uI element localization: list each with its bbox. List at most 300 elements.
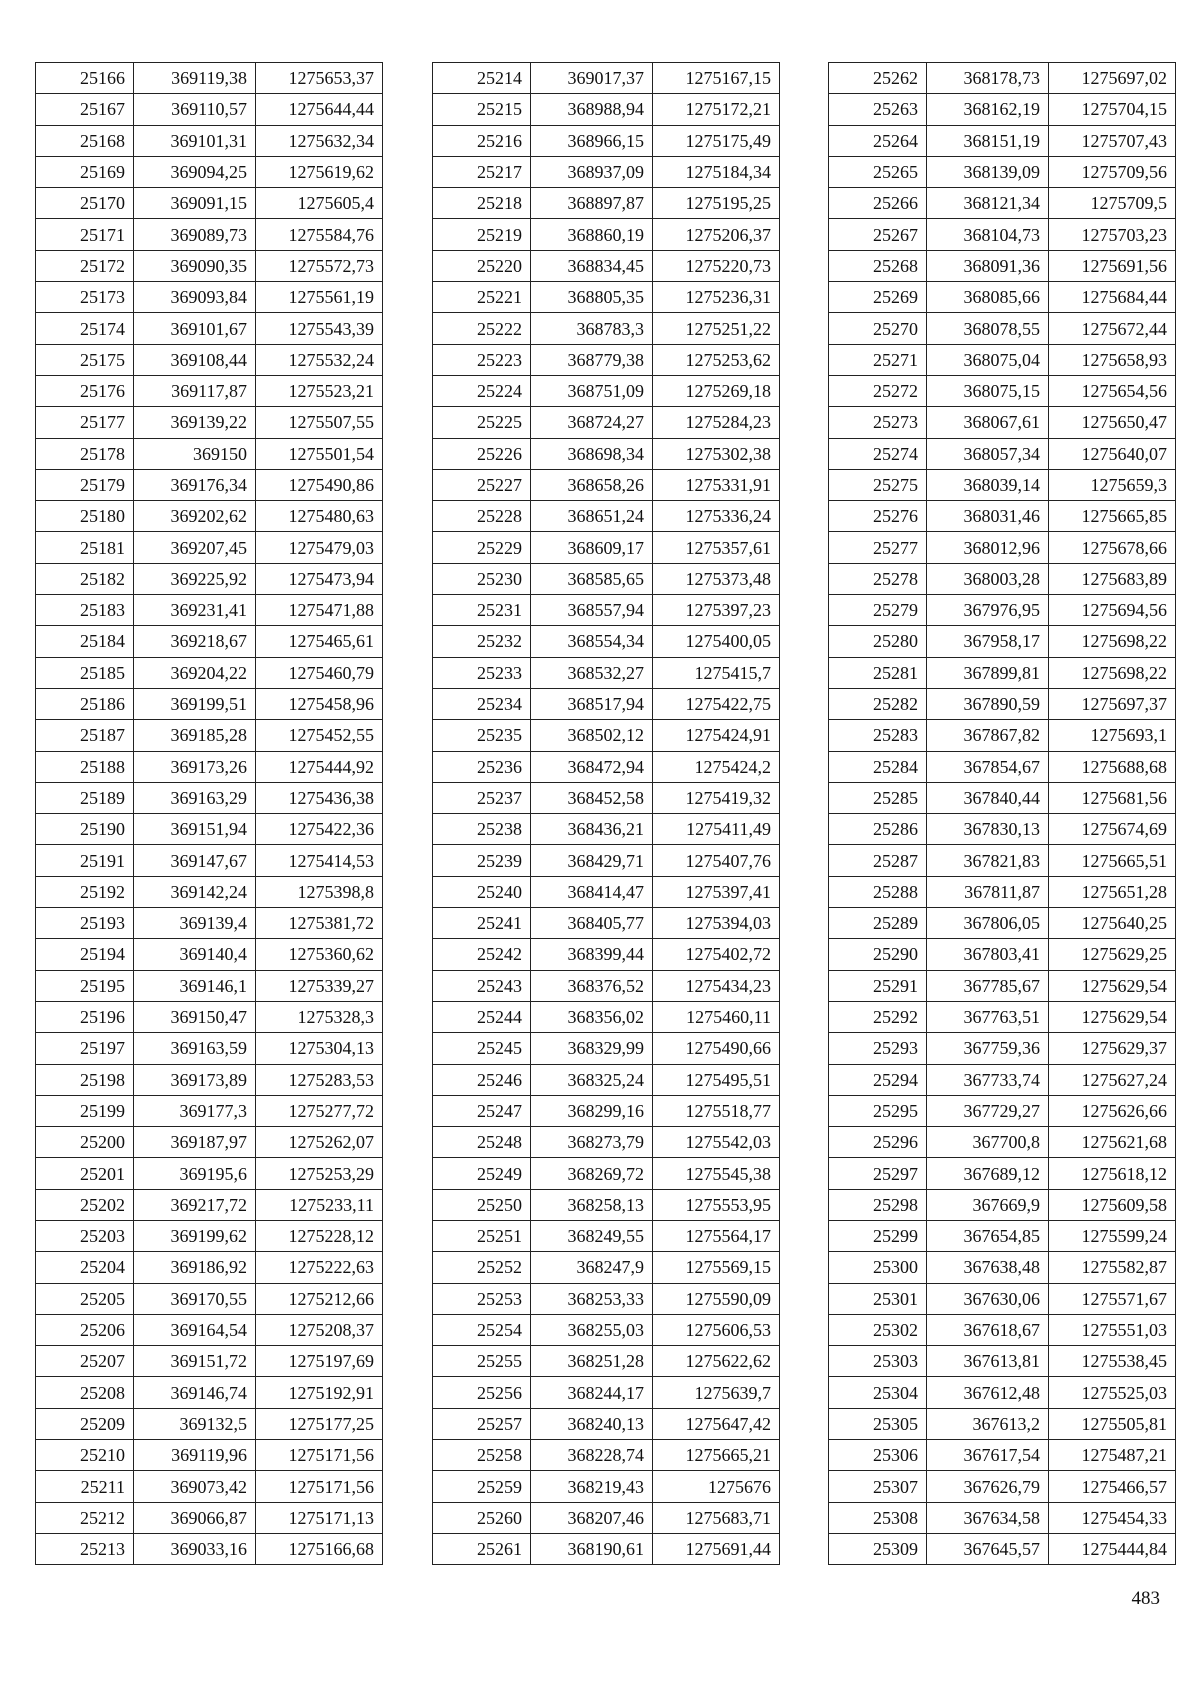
table-row xyxy=(36,688,383,719)
point-number-cell: 25205 xyxy=(36,1283,134,1314)
x-coordinate-cell: 369117,87 xyxy=(134,375,256,406)
point-number-cell: 25172 xyxy=(36,250,134,281)
point-number-cell: 25195 xyxy=(36,970,134,1001)
point-number-cell: 25184 xyxy=(36,626,134,657)
point-number-cell: 25223 xyxy=(433,344,531,375)
y-coordinate-cell: 1275422,36 xyxy=(256,814,383,845)
y-coordinate-cell: 1275639,7 xyxy=(653,1377,780,1408)
y-coordinate-cell: 1275582,87 xyxy=(1049,1252,1176,1283)
point-number-cell: 25302 xyxy=(829,1314,927,1345)
table-row xyxy=(829,313,1176,344)
table-row xyxy=(433,313,780,344)
x-coordinate-cell: 369202,62 xyxy=(134,501,256,532)
y-coordinate-cell: 1275622,62 xyxy=(653,1346,780,1377)
table-row xyxy=(829,1440,1176,1471)
table-row xyxy=(36,657,383,688)
point-number-cell: 25261 xyxy=(433,1533,531,1564)
x-coordinate-cell: 368075,15 xyxy=(927,375,1049,406)
table-row xyxy=(36,1189,383,1220)
point-number-cell: 25308 xyxy=(829,1502,927,1533)
point-number-cell: 25171 xyxy=(36,219,134,250)
y-coordinate-cell: 1275564,17 xyxy=(653,1220,780,1251)
table-row xyxy=(36,782,383,813)
y-coordinate-cell: 1275590,09 xyxy=(653,1283,780,1314)
point-number-cell: 25241 xyxy=(433,908,531,939)
x-coordinate-cell: 369151,94 xyxy=(134,814,256,845)
x-coordinate-cell: 367638,48 xyxy=(927,1252,1049,1283)
point-number-cell: 25287 xyxy=(829,845,927,876)
table-row xyxy=(433,1408,780,1439)
y-coordinate-cell: 1275704,15 xyxy=(1049,94,1176,125)
point-number-cell: 25277 xyxy=(829,532,927,563)
x-coordinate-cell: 367759,36 xyxy=(927,1033,1049,1064)
table-row xyxy=(829,532,1176,563)
point-number-cell: 25276 xyxy=(829,501,927,532)
x-coordinate-cell: 368251,28 xyxy=(531,1346,653,1377)
y-coordinate-cell: 1275228,12 xyxy=(256,1220,383,1251)
table-row xyxy=(829,125,1176,156)
x-coordinate-cell: 368067,61 xyxy=(927,407,1049,438)
table-row xyxy=(829,1127,1176,1158)
y-coordinate-cell: 1275208,37 xyxy=(256,1314,383,1345)
table-row xyxy=(36,1440,383,1471)
y-coordinate-cell: 1275253,62 xyxy=(653,344,780,375)
table-row xyxy=(36,908,383,939)
point-number-cell: 25212 xyxy=(36,1502,134,1533)
point-number-cell: 25176 xyxy=(36,375,134,406)
x-coordinate-cell: 368651,24 xyxy=(531,501,653,532)
x-coordinate-cell: 369101,67 xyxy=(134,313,256,344)
table-row xyxy=(433,125,780,156)
table-row xyxy=(433,1314,780,1345)
point-number-cell: 25233 xyxy=(433,657,531,688)
point-number-cell: 25236 xyxy=(433,751,531,782)
table-row xyxy=(829,63,1176,94)
y-coordinate-cell: 1275328,3 xyxy=(256,1001,383,1032)
y-coordinate-cell: 1275373,48 xyxy=(653,563,780,594)
y-coordinate-cell: 1275166,68 xyxy=(256,1533,383,1564)
y-coordinate-cell: 1275171,56 xyxy=(256,1471,383,1502)
y-coordinate-cell: 1275381,72 xyxy=(256,908,383,939)
point-number-cell: 25238 xyxy=(433,814,531,845)
y-coordinate-cell: 1275629,25 xyxy=(1049,939,1176,970)
x-coordinate-cell: 369225,92 xyxy=(134,563,256,594)
x-coordinate-cell: 368472,94 xyxy=(531,751,653,782)
x-coordinate-cell: 368273,79 xyxy=(531,1127,653,1158)
x-coordinate-cell: 367626,79 xyxy=(927,1471,1049,1502)
y-coordinate-cell: 1275698,22 xyxy=(1049,657,1176,688)
y-coordinate-cell: 1275599,24 xyxy=(1049,1220,1176,1251)
table-row xyxy=(829,751,1176,782)
y-coordinate-cell: 1275525,03 xyxy=(1049,1377,1176,1408)
table-row xyxy=(433,1377,780,1408)
table-row xyxy=(36,1252,383,1283)
point-number-cell: 25218 xyxy=(433,188,531,219)
x-coordinate-cell: 369110,57 xyxy=(134,94,256,125)
y-coordinate-cell: 1275654,56 xyxy=(1049,375,1176,406)
point-number-cell: 25274 xyxy=(829,438,927,469)
point-number-cell: 25177 xyxy=(36,407,134,438)
point-number-cell: 25248 xyxy=(433,1127,531,1158)
table-body xyxy=(433,63,780,1565)
y-coordinate-cell: 1275424,91 xyxy=(653,720,780,751)
point-number-cell: 25175 xyxy=(36,344,134,375)
table-row xyxy=(433,626,780,657)
point-number-cell: 25286 xyxy=(829,814,927,845)
y-coordinate-cell: 1275407,76 xyxy=(653,845,780,876)
y-coordinate-cell: 1275479,03 xyxy=(256,532,383,563)
x-coordinate-cell: 368554,34 xyxy=(531,626,653,657)
point-number-cell: 25259 xyxy=(433,1471,531,1502)
point-number-cell: 25257 xyxy=(433,1408,531,1439)
point-number-cell: 25272 xyxy=(829,375,927,406)
table-row xyxy=(829,407,1176,438)
point-number-cell: 25278 xyxy=(829,563,927,594)
y-coordinate-cell: 1275507,55 xyxy=(256,407,383,438)
y-coordinate-cell: 1275501,54 xyxy=(256,438,383,469)
point-number-cell: 25198 xyxy=(36,1064,134,1095)
table-row xyxy=(433,845,780,876)
table-row xyxy=(829,1408,1176,1439)
y-coordinate-cell: 1275184,34 xyxy=(653,156,780,187)
table-row xyxy=(829,1033,1176,1064)
table-row xyxy=(36,1158,383,1189)
x-coordinate-cell: 368783,3 xyxy=(531,313,653,344)
y-coordinate-cell: 1275487,21 xyxy=(1049,1440,1176,1471)
table-row xyxy=(36,375,383,406)
y-coordinate-cell: 1275177,25 xyxy=(256,1408,383,1439)
y-coordinate-cell: 1275605,4 xyxy=(256,188,383,219)
x-coordinate-cell: 368219,43 xyxy=(531,1471,653,1502)
table-row xyxy=(433,1189,780,1220)
x-coordinate-cell: 369066,87 xyxy=(134,1502,256,1533)
x-coordinate-cell: 367867,82 xyxy=(927,720,1049,751)
coordinate-table-1 xyxy=(35,62,383,1565)
point-number-cell: 25271 xyxy=(829,344,927,375)
table-row xyxy=(829,438,1176,469)
y-coordinate-cell: 1275619,62 xyxy=(256,156,383,187)
y-coordinate-cell: 1275640,07 xyxy=(1049,438,1176,469)
point-number-cell: 25169 xyxy=(36,156,134,187)
table-row xyxy=(433,94,780,125)
x-coordinate-cell: 368139,09 xyxy=(927,156,1049,187)
coordinate-table-2 xyxy=(432,62,780,1565)
point-number-cell: 25293 xyxy=(829,1033,927,1064)
x-coordinate-cell: 369132,5 xyxy=(134,1408,256,1439)
x-coordinate-cell: 368228,74 xyxy=(531,1440,653,1471)
y-coordinate-cell: 1275452,55 xyxy=(256,720,383,751)
x-coordinate-cell: 368012,96 xyxy=(927,532,1049,563)
y-coordinate-cell: 1275665,85 xyxy=(1049,501,1176,532)
y-coordinate-cell: 1275195,25 xyxy=(653,188,780,219)
table-row xyxy=(36,407,383,438)
x-coordinate-cell: 367669,9 xyxy=(927,1189,1049,1220)
table-row xyxy=(829,908,1176,939)
y-coordinate-cell: 1275571,67 xyxy=(1049,1283,1176,1314)
table-row xyxy=(433,1064,780,1095)
y-coordinate-cell: 1275402,72 xyxy=(653,939,780,970)
x-coordinate-cell: 368075,04 xyxy=(927,344,1049,375)
coordinate-table-3 xyxy=(828,62,1176,1565)
x-coordinate-cell: 368937,09 xyxy=(531,156,653,187)
table-row xyxy=(829,1189,1176,1220)
y-coordinate-cell: 1275518,77 xyxy=(653,1095,780,1126)
point-number-cell: 25222 xyxy=(433,313,531,344)
y-coordinate-cell: 1275444,92 xyxy=(256,751,383,782)
y-coordinate-cell: 1275284,23 xyxy=(653,407,780,438)
table-row xyxy=(433,1346,780,1377)
table-row xyxy=(829,876,1176,907)
table-row xyxy=(433,375,780,406)
page-number: 483 xyxy=(1131,1588,1160,1609)
table-row xyxy=(829,939,1176,970)
table-row xyxy=(36,250,383,281)
table-row xyxy=(36,438,383,469)
x-coordinate-cell: 369119,96 xyxy=(134,1440,256,1471)
y-coordinate-cell: 1275691,44 xyxy=(653,1533,780,1564)
point-number-cell: 25166 xyxy=(36,63,134,94)
y-coordinate-cell: 1275629,37 xyxy=(1049,1033,1176,1064)
point-number-cell: 25237 xyxy=(433,782,531,813)
point-number-cell: 25180 xyxy=(36,501,134,532)
x-coordinate-cell: 368151,19 xyxy=(927,125,1049,156)
table-row xyxy=(829,845,1176,876)
table-row xyxy=(829,94,1176,125)
table-row xyxy=(36,845,383,876)
x-coordinate-cell: 369101,31 xyxy=(134,125,256,156)
point-number-cell: 25242 xyxy=(433,939,531,970)
x-coordinate-cell: 369163,29 xyxy=(134,782,256,813)
point-number-cell: 25294 xyxy=(829,1064,927,1095)
table-row xyxy=(36,156,383,187)
x-coordinate-cell: 367617,54 xyxy=(927,1440,1049,1471)
y-coordinate-cell: 1275629,54 xyxy=(1049,970,1176,1001)
point-number-cell: 25309 xyxy=(829,1533,927,1564)
x-coordinate-cell: 369185,28 xyxy=(134,720,256,751)
y-coordinate-cell: 1275436,38 xyxy=(256,782,383,813)
x-coordinate-cell: 369139,4 xyxy=(134,908,256,939)
y-coordinate-cell: 1275632,34 xyxy=(256,125,383,156)
y-coordinate-cell: 1275653,37 xyxy=(256,63,383,94)
point-number-cell: 25173 xyxy=(36,282,134,313)
y-coordinate-cell: 1275618,12 xyxy=(1049,1158,1176,1189)
table-row xyxy=(829,250,1176,281)
y-coordinate-cell: 1275572,73 xyxy=(256,250,383,281)
point-number-cell: 25247 xyxy=(433,1095,531,1126)
x-coordinate-cell: 368517,94 xyxy=(531,688,653,719)
x-coordinate-cell: 368966,15 xyxy=(531,125,653,156)
table-row xyxy=(829,188,1176,219)
y-coordinate-cell: 1275553,95 xyxy=(653,1189,780,1220)
point-number-cell: 25250 xyxy=(433,1189,531,1220)
point-number-cell: 25263 xyxy=(829,94,927,125)
y-coordinate-cell: 1275707,43 xyxy=(1049,125,1176,156)
x-coordinate-cell: 369147,67 xyxy=(134,845,256,876)
table-row xyxy=(433,720,780,751)
x-coordinate-cell: 369094,25 xyxy=(134,156,256,187)
x-coordinate-cell: 368247,9 xyxy=(531,1252,653,1283)
point-number-cell: 25183 xyxy=(36,595,134,626)
y-coordinate-cell: 1275460,11 xyxy=(653,1001,780,1032)
y-coordinate-cell: 1275569,15 xyxy=(653,1252,780,1283)
y-coordinate-cell: 1275627,24 xyxy=(1049,1064,1176,1095)
y-coordinate-cell: 1275678,66 xyxy=(1049,532,1176,563)
x-coordinate-cell: 367811,87 xyxy=(927,876,1049,907)
table-row xyxy=(829,720,1176,751)
point-number-cell: 25201 xyxy=(36,1158,134,1189)
x-coordinate-cell: 369186,92 xyxy=(134,1252,256,1283)
y-coordinate-cell: 1275543,39 xyxy=(256,313,383,344)
y-coordinate-cell: 1275694,56 xyxy=(1049,595,1176,626)
y-coordinate-cell: 1275606,53 xyxy=(653,1314,780,1345)
y-coordinate-cell: 1275709,56 xyxy=(1049,156,1176,187)
y-coordinate-cell: 1275360,62 xyxy=(256,939,383,970)
y-coordinate-cell: 1275419,32 xyxy=(653,782,780,813)
table-row xyxy=(829,1283,1176,1314)
point-number-cell: 25216 xyxy=(433,125,531,156)
y-coordinate-cell: 1275192,91 xyxy=(256,1377,383,1408)
table-row xyxy=(829,657,1176,688)
table-row xyxy=(829,1220,1176,1251)
y-coordinate-cell: 1275490,86 xyxy=(256,469,383,500)
y-coordinate-cell: 1275397,41 xyxy=(653,876,780,907)
table-row xyxy=(829,469,1176,500)
x-coordinate-cell: 369033,16 xyxy=(134,1533,256,1564)
table-row xyxy=(433,1127,780,1158)
point-number-cell: 25269 xyxy=(829,282,927,313)
table-row xyxy=(829,375,1176,406)
point-number-cell: 25297 xyxy=(829,1158,927,1189)
y-coordinate-cell: 1275222,63 xyxy=(256,1252,383,1283)
x-coordinate-cell: 368244,17 xyxy=(531,1377,653,1408)
table-row xyxy=(433,908,780,939)
x-coordinate-cell: 368405,77 xyxy=(531,908,653,939)
point-number-cell: 25288 xyxy=(829,876,927,907)
y-coordinate-cell: 1275644,44 xyxy=(256,94,383,125)
y-coordinate-cell: 1275206,37 xyxy=(653,219,780,250)
table-row xyxy=(829,1377,1176,1408)
y-coordinate-cell: 1275411,49 xyxy=(653,814,780,845)
x-coordinate-cell: 367899,81 xyxy=(927,657,1049,688)
x-coordinate-cell: 368003,28 xyxy=(927,563,1049,594)
y-coordinate-cell: 1275684,44 xyxy=(1049,282,1176,313)
x-coordinate-cell: 368178,73 xyxy=(927,63,1049,94)
point-number-cell: 25273 xyxy=(829,407,927,438)
x-coordinate-cell: 368085,66 xyxy=(927,282,1049,313)
point-number-cell: 25240 xyxy=(433,876,531,907)
point-number-cell: 25295 xyxy=(829,1095,927,1126)
point-number-cell: 25170 xyxy=(36,188,134,219)
point-number-cell: 25192 xyxy=(36,876,134,907)
point-number-cell: 25214 xyxy=(433,63,531,94)
y-coordinate-cell: 1275629,54 xyxy=(1049,1001,1176,1032)
point-number-cell: 25203 xyxy=(36,1220,134,1251)
x-coordinate-cell: 367630,06 xyxy=(927,1283,1049,1314)
y-coordinate-cell: 1275400,05 xyxy=(653,626,780,657)
y-coordinate-cell: 1275394,03 xyxy=(653,908,780,939)
x-coordinate-cell: 368414,47 xyxy=(531,876,653,907)
table-row xyxy=(829,1252,1176,1283)
y-coordinate-cell: 1275171,13 xyxy=(256,1502,383,1533)
table-row xyxy=(433,1502,780,1533)
table-row xyxy=(36,1408,383,1439)
point-number-cell: 25244 xyxy=(433,1001,531,1032)
y-coordinate-cell: 1275220,73 xyxy=(653,250,780,281)
point-number-cell: 25193 xyxy=(36,908,134,939)
table-row xyxy=(433,595,780,626)
x-coordinate-cell: 367613,81 xyxy=(927,1346,1049,1377)
x-coordinate-cell: 367729,27 xyxy=(927,1095,1049,1126)
x-coordinate-cell: 369163,59 xyxy=(134,1033,256,1064)
x-coordinate-cell: 369204,22 xyxy=(134,657,256,688)
point-number-cell: 25210 xyxy=(36,1440,134,1471)
x-coordinate-cell: 368104,73 xyxy=(927,219,1049,250)
x-coordinate-cell: 367654,85 xyxy=(927,1220,1049,1251)
y-coordinate-cell: 1275691,56 xyxy=(1049,250,1176,281)
y-coordinate-cell: 1275304,13 xyxy=(256,1033,383,1064)
table-row xyxy=(433,657,780,688)
table-row xyxy=(829,688,1176,719)
x-coordinate-cell: 369142,24 xyxy=(134,876,256,907)
x-coordinate-cell: 369173,26 xyxy=(134,751,256,782)
x-coordinate-cell: 368502,12 xyxy=(531,720,653,751)
point-number-cell: 25188 xyxy=(36,751,134,782)
point-number-cell: 25252 xyxy=(433,1252,531,1283)
table-row xyxy=(433,1095,780,1126)
y-coordinate-cell: 1275665,51 xyxy=(1049,845,1176,876)
point-number-cell: 25266 xyxy=(829,188,927,219)
y-coordinate-cell: 1275709,5 xyxy=(1049,188,1176,219)
point-number-cell: 25227 xyxy=(433,469,531,500)
point-number-cell: 25181 xyxy=(36,532,134,563)
y-coordinate-cell: 1275626,66 xyxy=(1049,1095,1176,1126)
point-number-cell: 25204 xyxy=(36,1252,134,1283)
point-number-cell: 25211 xyxy=(36,1471,134,1502)
y-coordinate-cell: 1275658,93 xyxy=(1049,344,1176,375)
table-body xyxy=(829,63,1176,1565)
x-coordinate-cell: 368860,19 xyxy=(531,219,653,250)
y-coordinate-cell: 1275414,53 xyxy=(256,845,383,876)
x-coordinate-cell: 367840,44 xyxy=(927,782,1049,813)
x-coordinate-cell: 368897,87 xyxy=(531,188,653,219)
y-coordinate-cell: 1275302,38 xyxy=(653,438,780,469)
point-number-cell: 25197 xyxy=(36,1033,134,1064)
point-number-cell: 25251 xyxy=(433,1220,531,1251)
y-coordinate-cell: 1275532,24 xyxy=(256,344,383,375)
point-number-cell: 25301 xyxy=(829,1283,927,1314)
x-coordinate-cell: 368834,45 xyxy=(531,250,653,281)
y-coordinate-cell: 1275471,88 xyxy=(256,595,383,626)
point-number-cell: 25246 xyxy=(433,1064,531,1095)
y-coordinate-cell: 1275434,23 xyxy=(653,970,780,1001)
y-coordinate-cell: 1275277,72 xyxy=(256,1095,383,1126)
point-number-cell: 25220 xyxy=(433,250,531,281)
table-row xyxy=(36,532,383,563)
point-number-cell: 25187 xyxy=(36,720,134,751)
x-coordinate-cell: 368162,19 xyxy=(927,94,1049,125)
x-coordinate-cell: 369140,4 xyxy=(134,939,256,970)
table-row xyxy=(433,1533,780,1564)
x-coordinate-cell: 369199,62 xyxy=(134,1220,256,1251)
point-number-cell: 25185 xyxy=(36,657,134,688)
y-coordinate-cell: 1275640,25 xyxy=(1049,908,1176,939)
y-coordinate-cell: 1275465,61 xyxy=(256,626,383,657)
y-coordinate-cell: 1275676 xyxy=(653,1471,780,1502)
point-number-cell: 25275 xyxy=(829,469,927,500)
point-number-cell: 25249 xyxy=(433,1158,531,1189)
x-coordinate-cell: 368436,21 xyxy=(531,814,653,845)
table-row xyxy=(433,751,780,782)
